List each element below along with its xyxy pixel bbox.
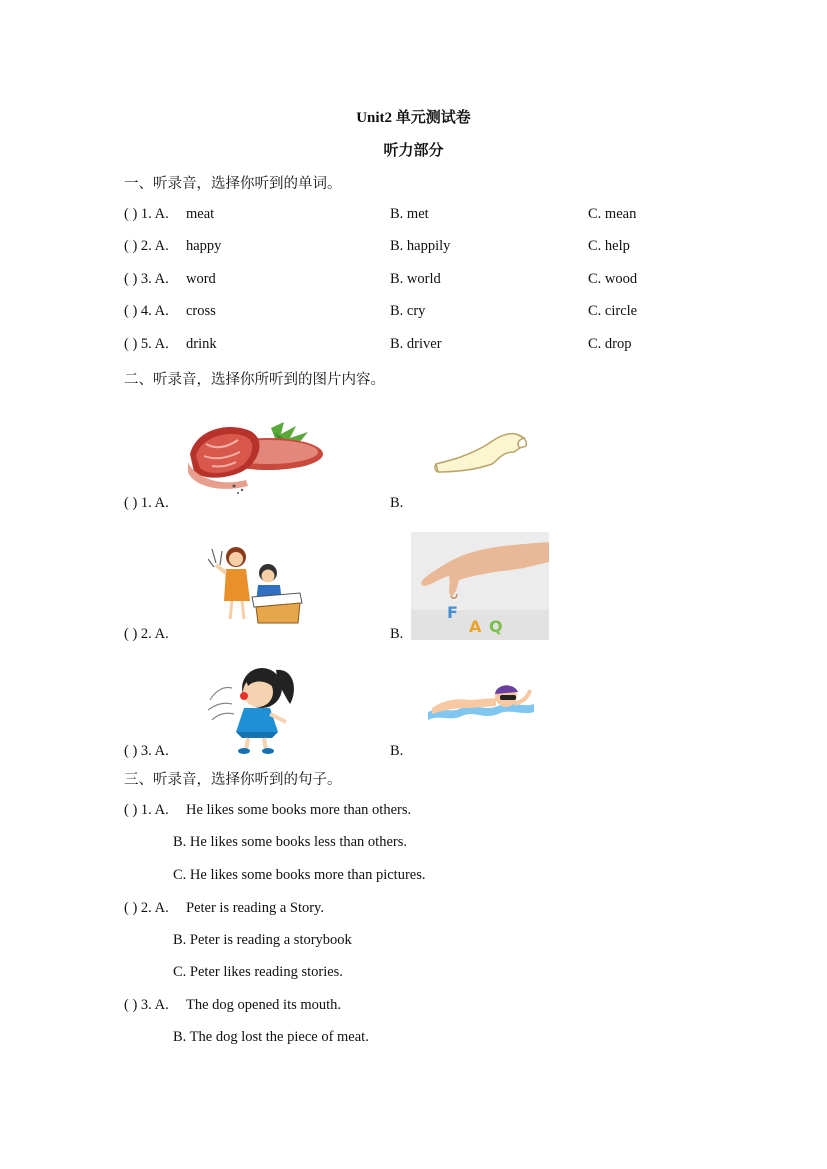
option-a: cross — [186, 303, 216, 319]
option-a: word — [186, 271, 216, 287]
option-c: C. He likes some books more than pictures. — [173, 867, 426, 883]
option-b: B. cry — [390, 303, 426, 319]
option-b: B. met — [390, 206, 429, 222]
letter-f: F — [447, 603, 458, 622]
option-b: B. Peter is reading a storybook — [173, 932, 352, 948]
item-number: ( ) 3. A. — [124, 743, 169, 759]
item-number: ( ) 1. A. — [124, 206, 169, 222]
option-a: The dog opened its mouth. — [186, 997, 342, 1013]
item-number: ( ) 2. A. — [124, 626, 169, 642]
option-a: He likes some books more than others. — [186, 802, 412, 818]
option-b: B. driver — [390, 336, 442, 352]
option-b: B. — [390, 626, 404, 642]
option-b: B. — [390, 495, 404, 511]
steak-picture — [186, 414, 326, 496]
option-b: B. The dog lost the piece of meat. — [173, 1029, 369, 1045]
item-number: ( ) 4. A. — [124, 303, 169, 319]
option-a: Peter is reading a Story. — [186, 900, 324, 916]
option-b: B. world — [390, 271, 441, 287]
item-number: ( ) 1. A. — [124, 802, 169, 818]
girl-blowing-whistle-picture — [206, 660, 298, 754]
option-c: C. Peter likes reading stories. — [173, 964, 343, 980]
item-number: ( ) 3. A. — [124, 271, 169, 287]
option-a: meat — [186, 206, 215, 222]
item-number: ( ) 3. A. — [124, 997, 169, 1013]
option-a: drink — [186, 336, 217, 352]
section1-heading: 一、听录音，选择你听到的单词。 — [124, 176, 342, 192]
item-number: ( ) 2. A. — [124, 238, 169, 254]
option-c: C. drop — [588, 336, 632, 352]
item-number: ( ) 1. A. — [124, 495, 169, 511]
option-a: happy — [186, 238, 222, 254]
option-b: B. He likes some books less than others. — [173, 834, 407, 850]
option-b: B. happily — [390, 238, 451, 254]
page-title: Unit2 单元测试卷 — [356, 110, 471, 126]
page-subtitle: 听力部分 — [383, 143, 444, 159]
section3-heading: 三、听录音，选择你听到的句子。 — [124, 772, 342, 788]
paper-scroll-picture — [432, 430, 532, 475]
item-number: ( ) 2. A. — [124, 900, 169, 916]
letter-q: Q — [489, 617, 503, 636]
option-c: C. mean — [588, 206, 637, 222]
letter-a: A — [469, 617, 482, 636]
teacher-student-picture — [208, 543, 304, 625]
hand-dropping-letters-picture — [411, 532, 549, 640]
section2-heading: 二、听录音，选择你所听到的图片内容。 — [124, 372, 385, 388]
option-c: C. wood — [588, 271, 638, 287]
option-c: C. circle — [588, 303, 638, 319]
option-b: B. — [390, 743, 404, 759]
option-c: C. help — [588, 238, 630, 254]
swimmer-picture — [426, 678, 536, 726]
item-number: ( ) 5. A. — [124, 336, 169, 352]
